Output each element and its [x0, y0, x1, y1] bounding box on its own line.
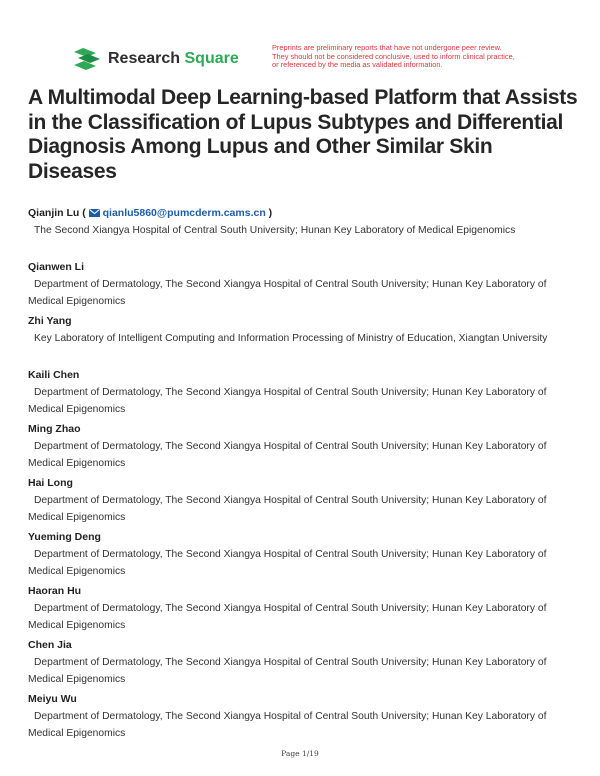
- research-square-logo-icon: [74, 48, 100, 70]
- author-name: Hai Long: [28, 477, 73, 489]
- author-name: Chen Jia: [28, 639, 72, 651]
- author-name: [28, 206, 576, 223]
- author-name: Qianwen Li: [28, 261, 85, 273]
- author-name: Yueming Deng: [28, 531, 101, 543]
- notice-line: or referenced by the media as validated information.: [272, 60, 443, 70]
- notice-line: Preprints are preliminary reports that have not undergone peer review.: [272, 43, 502, 52]
- author-list: [28, 206, 576, 746]
- author-name: Zhi Yang: [28, 315, 72, 327]
- author-affiliation: The Second Xiangya Hospital of Central South University; Hunan Key Laboratory of Medical Epigenomics: [34, 225, 516, 236]
- email-text: qianlu5860@pumcderm.cams.cn: [102, 207, 266, 219]
- author-affiliation: Department of Dermatology, The Second Xiangya Hospital of Central South University; Hunan Key Laboratory of Medical Epigenomics: [28, 387, 547, 415]
- email-link[interactable]: [89, 207, 269, 219]
- page-number: Page 1/19: [281, 749, 319, 758]
- author-affiliation: Department of Dermatology, The Second Xiangya Hospital of Central South University; Hunan Key Laboratory of Medical Epigenomics: [28, 279, 547, 307]
- author-affiliation: Key Laboratory of Intelligent Computing and Information Processing of Ministry of Education, Xiangtan University: [34, 333, 548, 344]
- author-affiliation: Department of Dermatology, The Second Xiangya Hospital of Central South University; Hunan Key Laboratory of Medical Epigenomics: [28, 441, 547, 469]
- page-header: [74, 43, 574, 76]
- author-name: Kaili Chen: [28, 369, 80, 381]
- author-affiliation: Department of Dermatology, The Second Xiangya Hospital of Central South University; Hunan Key Laboratory of Medical Epigenomics: [28, 711, 547, 739]
- author-affiliation: Department of Dermatology, The Second Xiangya Hospital of Central South University; Hunan Key Laboratory of Medical Epigenomics: [28, 495, 547, 523]
- author-affiliation: Department of Dermatology, The Second Xiangya Hospital of Central South University; Hunan Key Laboratory of Medical Epigenomics: [28, 603, 547, 631]
- paper-title: A Multimodal Deep Learning-based Platform that Assists in the Classification of Lupus Subtypes and Differential Diagnosis Among Lupus and Other Similar Skin Diseases: [28, 86, 578, 183]
- close-paren: ): [268, 207, 273, 219]
- notice-line: They should not be considered conclusive, used to inform clinical practice,: [272, 51, 515, 61]
- author-affiliation: Department of Dermatology, The Second Xiangya Hospital of Central South University; Hunan Key Laboratory of Medical Epigenomics: [28, 657, 547, 685]
- author-name-text: Qianjin Lu: [28, 207, 80, 219]
- brand-word-1: Research: [108, 50, 181, 67]
- author-name: Haoran Hu: [28, 585, 82, 597]
- envelope-icon: [89, 209, 100, 217]
- brand-name: [108, 50, 239, 68]
- preprint-notice: [272, 44, 572, 70]
- brand-word-2: Square: [184, 50, 239, 67]
- author-name: Ming Zhao: [28, 423, 81, 435]
- author-affiliation: Department of Dermatology, The Second Xiangya Hospital of Central South University; Hunan Key Laboratory of Medical Epigenomics: [28, 549, 547, 577]
- open-paren: (: [82, 207, 86, 219]
- author-name: Meiyu Wu: [28, 693, 77, 705]
